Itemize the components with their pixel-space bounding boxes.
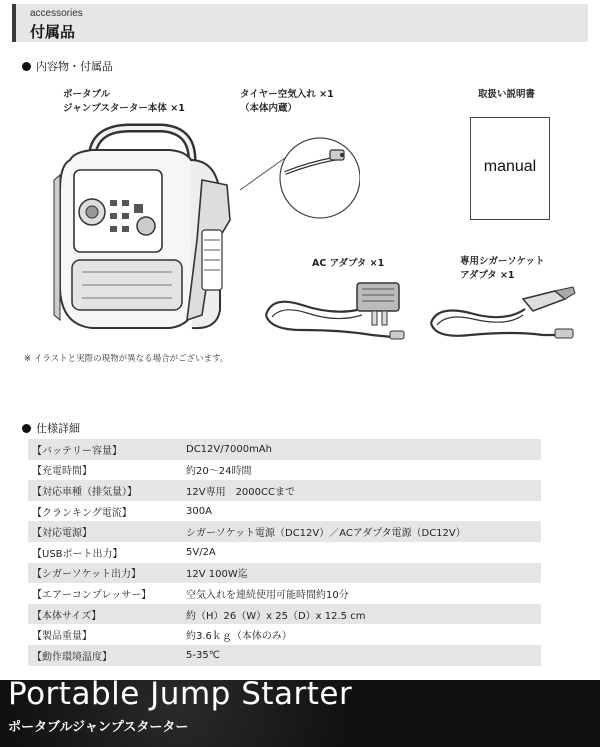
ac-adapter-illustration	[262, 275, 412, 350]
spec-key: 【USBポート出力】	[32, 548, 123, 560]
manual-illustration	[470, 117, 550, 220]
air-hose-label-line1: タイヤー空気入れ ×1	[240, 89, 334, 100]
main-unit-label	[63, 88, 185, 116]
manual-cover-text: manual	[483, 158, 537, 175]
footer-title-en: Portable Jump Starter	[8, 676, 353, 712]
spec-value: 約20～24時間	[186, 466, 252, 478]
cigar-adapter-label-line2: アダプタ ×1	[460, 270, 515, 281]
manual-label: 取扱い説明書	[478, 89, 536, 100]
spec-key: 【本体サイズ】	[32, 610, 102, 622]
spec-key: 【クランキング電流】	[32, 507, 132, 519]
spec-key: 【シガーソケット出力】	[32, 569, 141, 581]
table-row	[28, 624, 541, 645]
spec-key: 【充電時間】	[32, 466, 92, 478]
contents-heading-text: 内容物・付属品	[36, 60, 113, 73]
ac-adapter-label: AC アダプタ ×1	[312, 258, 385, 269]
spec-key: 【対応車種（排気量）】	[32, 486, 137, 498]
illustration-note: ※ イラストと実際の現物が異なる場合がございます。	[24, 354, 229, 364]
bullet-dot-icon	[22, 62, 31, 71]
main-unit-label-line2: ジャンプスターター本体 ×1	[63, 103, 185, 114]
bullet-dot-icon	[22, 424, 31, 433]
spec-value: 300A	[186, 505, 212, 517]
header-accent-bar	[12, 4, 16, 42]
spec-value: 5-35℃	[186, 649, 220, 661]
table-row	[28, 604, 541, 625]
jump-starter-illustration	[52, 120, 237, 335]
air-hose-label	[240, 88, 334, 116]
page-header	[12, 4, 588, 42]
air-hose-label-line2: （本体内蔵）	[240, 103, 298, 114]
table-row	[28, 439, 541, 460]
spec-heading-text: 仕様詳細	[36, 422, 80, 435]
contents-heading	[22, 58, 113, 74]
header-subtitle: accessories	[30, 8, 83, 19]
spec-value: 12V専用 2000CCまで	[186, 486, 295, 498]
spec-value: 約（H）26（W）x 25（D）x 12.5 cm	[186, 610, 366, 622]
spec-value: シガーソケット電源（DC12V）／ACアダプタ電源（DC12V）	[186, 528, 466, 540]
table-row	[28, 645, 541, 666]
spec-value: 12V 100W迄	[186, 569, 248, 581]
spec-value: 約3.6ｋｇ（本体のみ）	[186, 631, 292, 643]
cigar-adapter-label-line1: 専用シガーソケット	[460, 256, 545, 267]
spec-value: DC12V/7000mAh	[186, 443, 272, 455]
footer-banner	[0, 676, 600, 747]
spec-key: 【動作環境温度】	[32, 651, 112, 663]
spec-value: 空気入れを連続使用可能時間約10分	[186, 589, 349, 601]
spec-key: 【エアーコンプレッサー】	[32, 589, 152, 601]
table-row	[28, 542, 541, 563]
main-unit-label-line1: ポータブル	[63, 89, 111, 100]
table-row	[28, 501, 541, 522]
table-row	[28, 583, 541, 604]
table-row	[28, 480, 541, 501]
footer-title-ja: ポータブルジャンプスターター	[8, 720, 189, 735]
spec-key: 【製品重量】	[32, 631, 92, 643]
table-row	[28, 521, 541, 542]
spec-key: 【対応電源】	[32, 528, 92, 540]
header-title: 付属品	[30, 23, 76, 41]
table-row	[28, 460, 541, 481]
table-row	[28, 563, 541, 584]
spec-heading	[22, 420, 80, 436]
air-hose-illustration	[230, 118, 360, 228]
cigar-adapter-label	[460, 255, 545, 283]
spec-table	[28, 439, 541, 666]
spec-key: 【バッテリー容量】	[32, 445, 122, 457]
spec-value: 5V/2A	[186, 546, 216, 558]
cigar-adapter-illustration	[425, 285, 580, 353]
